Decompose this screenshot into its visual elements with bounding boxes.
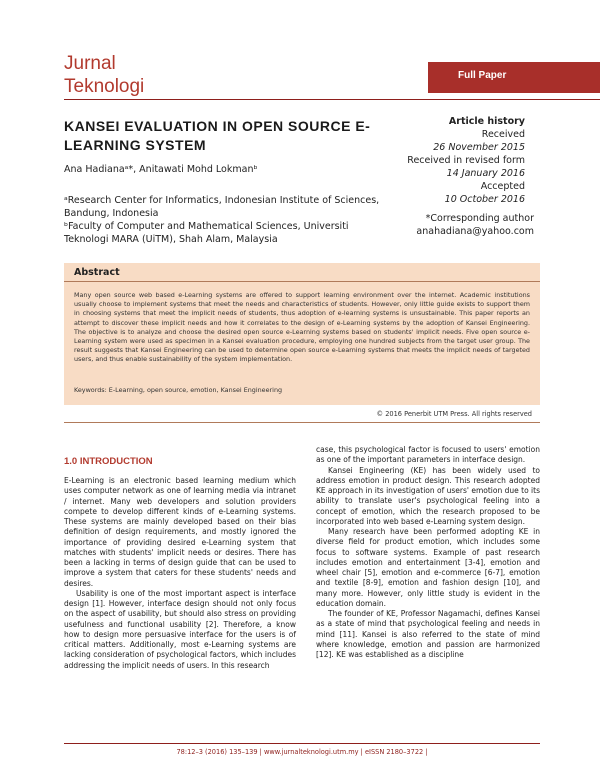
body-column-right <box>316 445 540 660</box>
authors: Ana Hadianaᵃ*, Anitawati Mohd Lokmanᵇ <box>64 164 258 175</box>
paragraph: The founder of KE, Professor Nagamachi, defines Kansei as a state of mind that psychological feeling and needs in mind [11]. Kansei is also referred to the state of mind where knowledge, emotion and passion are harmonized [12]. KE was established as a discipline <box>316 609 540 659</box>
abstract-divider <box>64 281 540 282</box>
accepted-label: Accepted <box>480 181 525 192</box>
abstract-bottom-divider <box>64 422 540 423</box>
paper-type-tab <box>428 62 600 93</box>
footer-divider <box>64 743 540 744</box>
keywords: Keywords: E-Learning, open source, emotion, Kansei Engineering <box>74 386 283 394</box>
article-title: KANSEI EVALUATION IN OPEN SOURCE E-LEARNING SYSTEM <box>64 118 371 153</box>
affiliation-a: ᵃResearch Center for Informatics, Indonesian Institute of Sciences, Bandung, Indonesia <box>64 195 380 219</box>
accepted-date: 10 October 2016 <box>444 194 525 205</box>
body-column-left <box>64 476 296 671</box>
paper-type-label: Full Paper <box>458 70 507 81</box>
paragraph: Usability is one of the most important aspect is interface design [1]. However, interface design should not only focus on the aspect of usability, but should also stress on providing usefulness and functional usability [2]. Therefore, a know how to design more persuasive interface for the users is of critical matters. Additionally, most e-Learning systems are lacking consideration of psychological factors, which includes addressing the implicit needs of users. In this research <box>64 588 296 670</box>
abstract-text: Many open source web based e-Learning systems are offered to support learning environment over the internet. Academic institutions usually choose to implement systems that meet the needs and characteristics of students. However, only little guide exists to support them in choosing systems that meet the implicit needs of students, thus adoption of e-learning systems is unsustainable. This paper reports an attempt to discover these implicit needs and how it correlates to the design of e-Learning systems by the adoption of Kansei Engineering. The objective is to analyze and choose the desired open source e-Learning systems based on students' implicit needs. Five open source e-Learning system were used as specimen in a Kansei evaluation procedure, employing one hundred subjects from the target user group. The result suggests that Kansei Engineering can be used to determine open source e-Learning systems that meets the implicit needs of targeted users, and thus enable sustainability of the system implementation. <box>74 291 530 364</box>
corresponding-email[interactable]: anahadiana@yahoo.com <box>416 226 534 237</box>
article-history <box>355 115 525 206</box>
header-divider <box>64 99 600 100</box>
page-footer: 78:12–3 (2016) 135–139 | www.jurnalteknologi.utm.my | eISSN 2180–3722 | <box>176 748 428 756</box>
copyright: © 2016 Penerbit UTM Press. All rights reserved <box>376 410 532 418</box>
paragraph: Many research have been performed adopting KE in diverse field for product emotion, which includes some focus to software systems. Example of past research includes emotion and entertainment [3-4], emotion and wheel chair [5], emotion and e-commerce [6-7], emotion and textile [8-9], emotion and fashion design [10], and many more. However, only little study is evident in the education domain. <box>316 527 540 608</box>
journal-name: Jurnal Teknologi <box>64 53 145 97</box>
received-date: 26 November 2015 <box>433 142 525 153</box>
received-label: Received <box>481 129 525 140</box>
paragraph: Kansei Engineering (KE) has been widely used to address emotion in product design. This research adopted KE approach in its investigation of users' emotion due to its ability to translate user's psychological feeling into a concept of emotion, which the research proposed to be incorporated into web based e-Learning system design. <box>316 465 540 526</box>
paragraph: case, this psychological factor is focused to users' emotion as one of the important parameters in interface design. <box>316 445 540 465</box>
abstract-heading: Abstract <box>74 267 120 278</box>
revised-label: Received in revised form <box>407 155 525 166</box>
history-heading: Article history <box>448 116 525 127</box>
paragraph: E-Learning is an electronic based learning medium which uses computer network as one of learning media via intranet / internet. Many web developers and solution providers compete to develop different kinds of e-Learning systems. These systems are mainly developed based on their bias definition of design requirements, and mostly ignored the importance of providing desired e-Learning system that matches with students' implicit needs or desires. There has been a lacking in terms of design guide that can be used to improve a system that caters for these students' needs and desires. <box>64 476 296 588</box>
corresponding-label: *Corresponding author <box>425 213 534 224</box>
revised-date: 14 January 2016 <box>446 168 525 179</box>
section-heading-introduction: 1.0 INTRODUCTION <box>64 456 153 467</box>
affiliation-b: ᵇFaculty of Computer and Mathematical Sciences, Universiti Teknologi MARA (UiTM), Shah Alam, Malaysia <box>64 221 349 245</box>
corresponding-author <box>334 212 534 238</box>
